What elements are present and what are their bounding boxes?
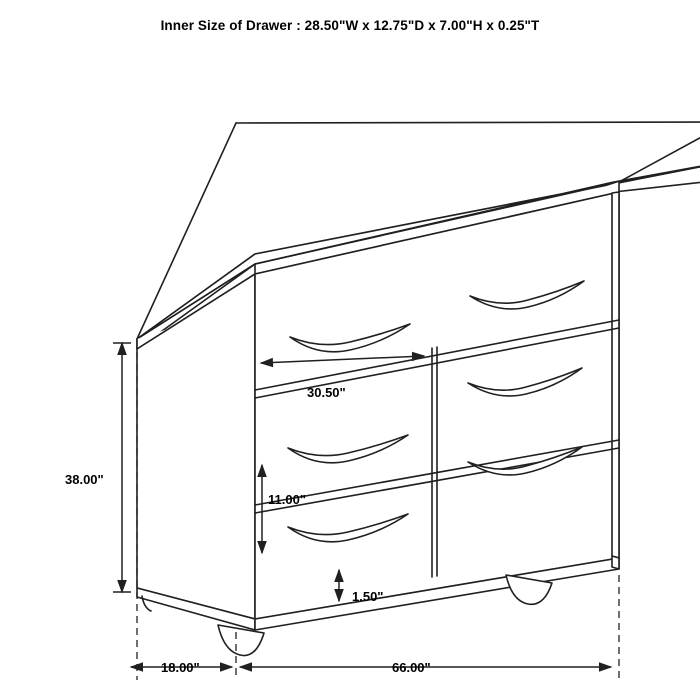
drawer-height-label: 11.00"	[268, 492, 306, 507]
top-back-edge	[236, 122, 700, 123]
overall-width-label: 66.00"	[392, 660, 431, 675]
right-side-edge	[612, 192, 619, 558]
page-title: Inner Size of Drawer : 28.50"W x 12.75"D x 7.00"H x 0.25"T	[160, 18, 540, 33]
drawer-width-label: 30.50"	[307, 385, 346, 400]
dresser-body	[137, 122, 700, 656]
base-height-label: 1.50"	[352, 589, 384, 604]
depth-label: 18.00"	[161, 660, 200, 675]
overall-height-label: 38.00"	[65, 472, 104, 487]
base-right-edge	[612, 556, 619, 569]
